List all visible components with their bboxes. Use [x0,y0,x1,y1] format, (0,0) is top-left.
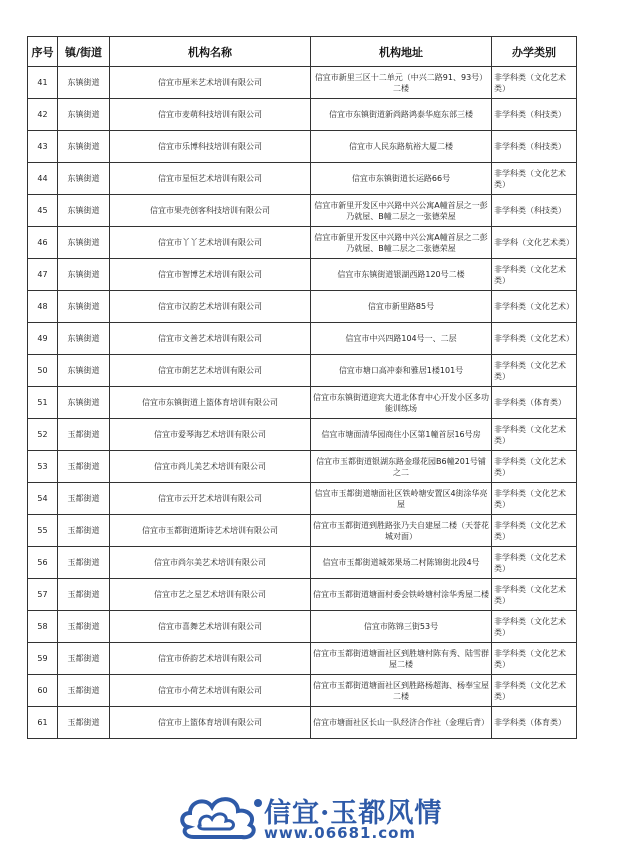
table-row [28,515,577,547]
cell-no: 49 [28,323,58,355]
cell-address: 信宜市塘面清华园商住小区第1幢首层16号房 [311,419,492,451]
site-watermark [178,789,458,849]
cell-name: 信宜市喜舞艺术培训有限公司 [110,611,311,643]
cell-street: 玉都街道 [58,547,110,579]
cell-no: 53 [28,451,58,483]
cell-type: 非学科类（文化艺术类） [492,67,577,99]
cell-name: 信宜市文善艺术培训有限公司 [110,323,311,355]
cloud-logo-icon [178,789,268,845]
table-row [28,547,577,579]
table-row [28,99,577,131]
cell-no: 57 [28,579,58,611]
cell-street: 东镇街道 [58,387,110,419]
cell-address: 信宜市玉都街道塘面村委会铁岭塘村涂华秀屋二楼 [311,579,492,611]
header-address: 机构地址 [311,37,492,67]
cell-type: 非学科类（科技类） [492,99,577,131]
cell-address: 信宜市人民东路航裕大厦二楼 [311,131,492,163]
cell-type: 非学科类（文化艺术类） [492,611,577,643]
cell-no: 54 [28,483,58,515]
cell-address: 信宜市东镇街道长运路66号 [311,163,492,195]
cell-street: 玉都街道 [58,707,110,739]
table-row [28,195,577,227]
cell-no: 42 [28,99,58,131]
watermark-title: 信宜·玉都风情 [264,798,443,829]
cell-type: 非学科类（体育类） [492,707,577,739]
cell-name: 信宜市汉韵艺术培训有限公司 [110,291,311,323]
cell-street: 东镇街道 [58,355,110,387]
cell-type: 非学科类（文化艺术类） [492,355,577,387]
cell-street: 东镇街道 [58,131,110,163]
cell-no: 46 [28,227,58,259]
cell-name: 信宜市尚尔美艺术培训有限公司 [110,547,311,579]
table-row [28,355,577,387]
cell-street: 东镇街道 [58,291,110,323]
cell-name: 信宜市玉都街道斯诗艺术培训有限公司 [110,515,311,547]
table-row [28,579,577,611]
cell-street: 玉都街道 [58,483,110,515]
cell-name: 信宜市麦萌科技培训有限公司 [110,99,311,131]
cell-no: 43 [28,131,58,163]
cell-address: 信宜市东镇街道新尚路鸿泰华庭东部三楼 [311,99,492,131]
cell-street: 东镇街道 [58,195,110,227]
cell-name: 信宜市爱琴海艺术培训有限公司 [110,419,311,451]
cell-name: 信宜市艺之星艺术培训有限公司 [110,579,311,611]
cell-street: 玉都街道 [58,643,110,675]
cell-street: 东镇街道 [58,323,110,355]
cell-type: 非学科类（文化艺术类） [492,419,577,451]
cell-no: 51 [28,387,58,419]
cell-type: 非学科类（文化艺术类） [492,643,577,675]
cell-address: 信宜市新里三区十二单元（中兴二路91、93号）二楼 [311,67,492,99]
cell-no: 59 [28,643,58,675]
table-row [28,291,577,323]
table-row [28,131,577,163]
cell-street: 东镇街道 [58,259,110,291]
cell-no: 60 [28,675,58,707]
cell-street: 玉都街道 [58,675,110,707]
header-no: 序号 [28,37,58,67]
cell-address: 信宜市东镇街道银湖西路120号二楼 [311,259,492,291]
cell-no: 47 [28,259,58,291]
cell-address: 信宜市玉都街道到胜路张乃夫自建屋二楼（天誉花城对面） [311,515,492,547]
cell-no: 48 [28,291,58,323]
cell-no: 55 [28,515,58,547]
cell-name: 信宜市尚儿美艺术培训有限公司 [110,451,311,483]
cell-no: 61 [28,707,58,739]
cell-type: 非学科类（文化艺术类） [492,515,577,547]
cell-name: 信宜市果壳创客科技培训有限公司 [110,195,311,227]
cell-address: 信宜市新里路85号 [311,291,492,323]
table-header-row [28,37,577,67]
cell-no: 50 [28,355,58,387]
table-row [28,323,577,355]
cell-type: 非学科类（科技类） [492,195,577,227]
table-row [28,707,577,739]
cell-street: 东镇街道 [58,99,110,131]
cell-no: 44 [28,163,58,195]
institution-table [27,36,577,739]
cell-street: 玉都街道 [58,419,110,451]
cell-street: 东镇街道 [58,67,110,99]
cell-address: 信宜市玉都街道塘面社区到胜塘村陈有秀、陆雪群屋二楼 [311,643,492,675]
cell-street: 东镇街道 [58,163,110,195]
cell-type: 非学科类（文化艺术类） [492,675,577,707]
table-row [28,67,577,99]
cell-address: 信宜市东镇街道迎宾大道北体育中心开发小区多功能训练场 [311,387,492,419]
table-row [28,227,577,259]
cell-no: 52 [28,419,58,451]
cell-no: 58 [28,611,58,643]
cell-street: 玉都街道 [58,515,110,547]
cell-name: 信宜市朗艺艺术培训有限公司 [110,355,311,387]
cell-type: 非学科类（文化艺术） [492,291,577,323]
cell-name: 信宜市智博艺术培训有限公司 [110,259,311,291]
cell-type: 非学科类（文化艺术类） [492,259,577,291]
cell-type: 非学科类（文化艺术） [492,323,577,355]
table-row [28,675,577,707]
table-row [28,387,577,419]
table-row [28,259,577,291]
cell-name: 信宜市云开艺术培训有限公司 [110,483,311,515]
cell-type: 非学科类（文化艺术类） [492,579,577,611]
cell-type: 非学科类（文化艺术类） [492,451,577,483]
header-name: 机构名称 [110,37,311,67]
cell-name: 信宜市小荷艺术培训有限公司 [110,675,311,707]
watermark-url: www.06681.com [264,824,417,842]
cell-street: 玉都街道 [58,611,110,643]
cell-name: 信宜市厘米艺术培训有限公司 [110,67,311,99]
cell-type: 非学科类（体育类） [492,387,577,419]
table-row [28,643,577,675]
cell-type: 非学科类（文化艺术类） [492,483,577,515]
cell-street: 玉都街道 [58,451,110,483]
cell-name: 信宜市乐博科技培训有限公司 [110,131,311,163]
header-type: 办学类别 [492,37,577,67]
cell-type: 非学科类（文化艺术类） [492,163,577,195]
cell-name: 信宜市东镇街道上篮体育培训有限公司 [110,387,311,419]
cell-no: 45 [28,195,58,227]
cell-address: 信宜市塘面社区长山一队经济合作社（金理后背） [311,707,492,739]
cell-name: 信宜市丫丫艺术培训有限公司 [110,227,311,259]
header-street: 镇/街道 [58,37,110,67]
cell-address: 信宜市玉都街道塘面社区铁岭塘安置区4街涂华亮屋 [311,483,492,515]
cell-type: 非学科类（文化艺术类） [492,547,577,579]
cell-address: 信宜市新里开发区中兴路中兴公寓A幢首层之一彭乃就屋、B幢二层之一张德荣屋 [311,195,492,227]
table-row [28,163,577,195]
cell-street: 玉都街道 [58,579,110,611]
cell-name: 信宜市侨韵艺术培训有限公司 [110,643,311,675]
cell-street: 东镇街道 [58,227,110,259]
table-row [28,611,577,643]
cell-address: 信宜市陈锦三街53号 [311,611,492,643]
cell-address: 信宜市中兴四路104号一、二层 [311,323,492,355]
cell-address: 信宜市玉都街道城郊果场二村陈锦街北段4号 [311,547,492,579]
cell-name: 信宜市上篮体育培训有限公司 [110,707,311,739]
cell-no: 56 [28,547,58,579]
cell-address: 信宜市塘口高冲泰和雅居1楼101号 [311,355,492,387]
table-row [28,483,577,515]
cell-address: 信宜市玉都街道塘面社区到胜路杨超海、杨奉宝屋二楼 [311,675,492,707]
cell-type: 非学科类（科技类） [492,131,577,163]
cell-address: 信宜市玉都街道银湖东路金璟花园B6幢201号铺之二 [311,451,492,483]
cell-name: 信宜市星恒艺术培训有限公司 [110,163,311,195]
cell-address: 信宜市新里开发区中兴路中兴公寓A幢首层之二彭乃就屋、B幢二层之二张德荣屋 [311,227,492,259]
table-row [28,419,577,451]
cell-no: 41 [28,67,58,99]
cell-type: 非学科（文化艺术类） [492,227,577,259]
table-row [28,451,577,483]
